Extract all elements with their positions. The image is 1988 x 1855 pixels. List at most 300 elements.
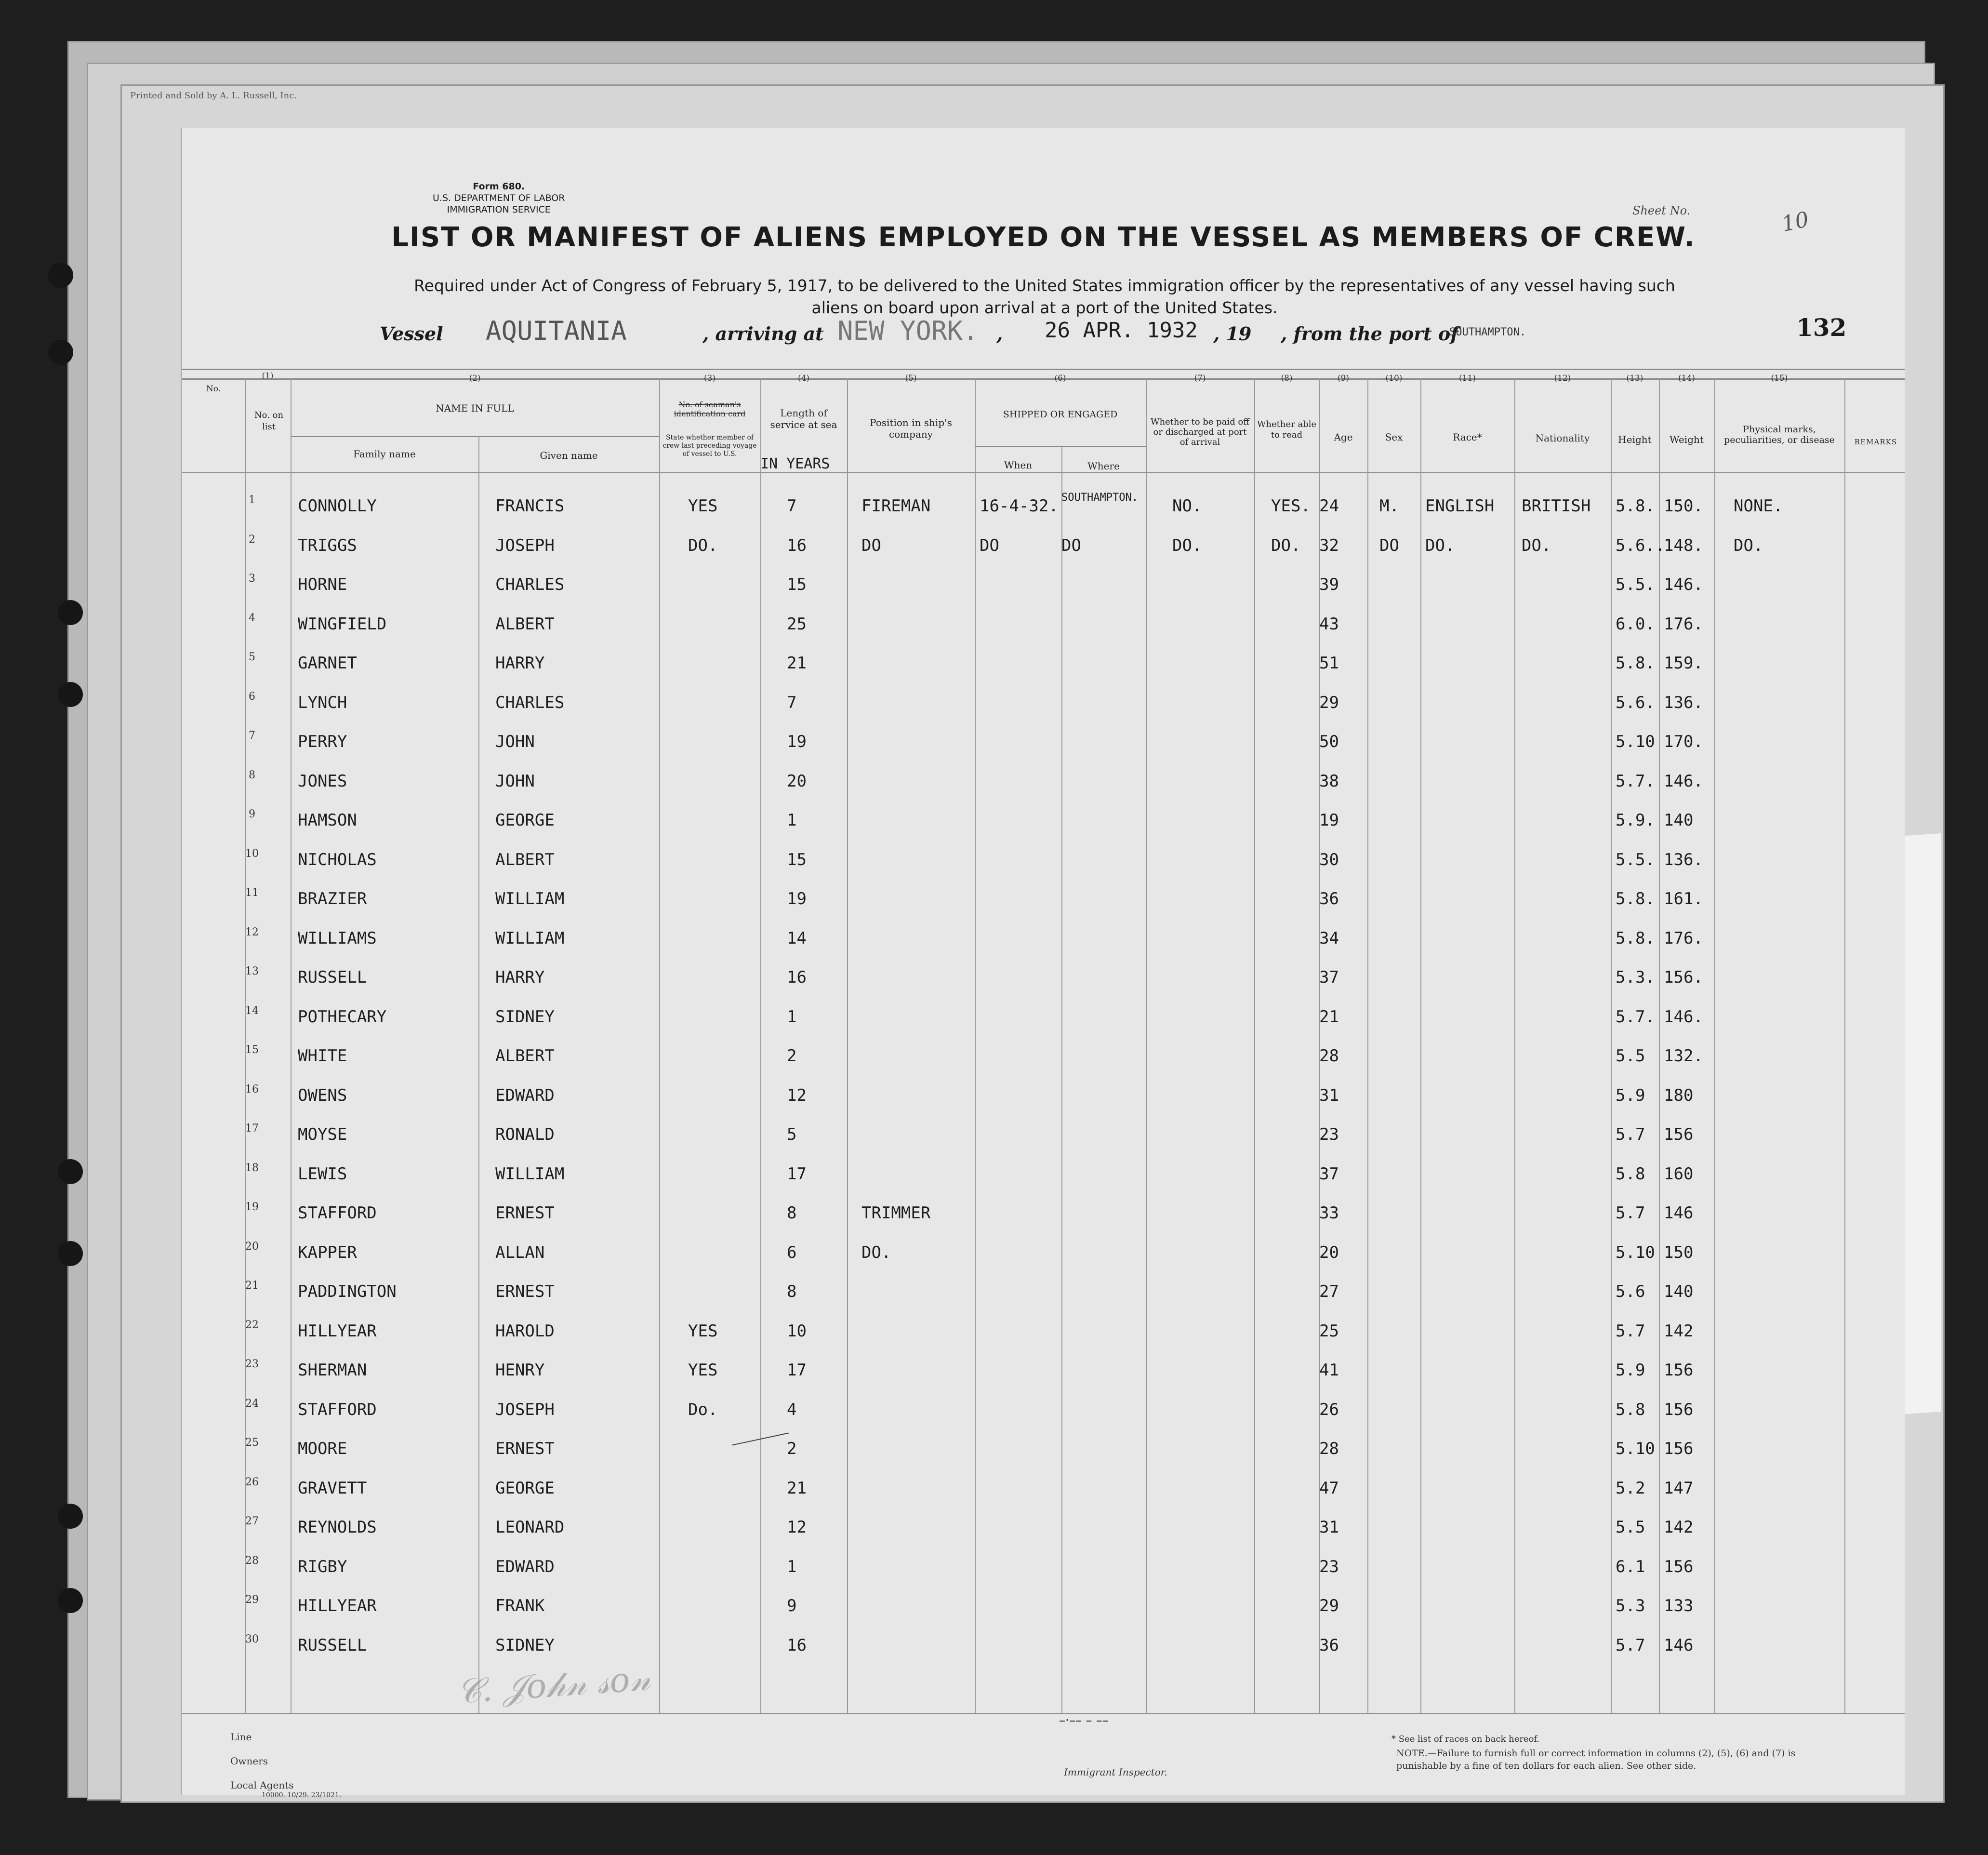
cell-given-name: ERNEST xyxy=(495,1282,555,1301)
col-11-header: Race* xyxy=(1453,431,1482,443)
cell-age: 36 xyxy=(1319,1635,1339,1655)
col-7-header: Whether to be paid off or discharged at port of arrival xyxy=(1150,417,1250,447)
table-row xyxy=(182,926,1905,955)
cell-age: 30 xyxy=(1319,850,1339,869)
col-13-number: (13) xyxy=(1626,374,1643,383)
table-row xyxy=(182,1437,1905,1466)
cell-given-name: JOHN xyxy=(495,771,535,791)
col-8-number: (8) xyxy=(1281,374,1293,383)
when-header: When xyxy=(1004,459,1033,471)
cell-given-name: EDWARD xyxy=(495,1557,555,1576)
cell-given-name: JOHN xyxy=(495,732,535,751)
cell-row-number: 22 xyxy=(245,1319,259,1331)
cell-sex: DO xyxy=(1379,535,1399,555)
cell-age: 29 xyxy=(1319,1596,1339,1615)
table-row xyxy=(182,1241,1905,1269)
cell-height: 5.8. xyxy=(1616,496,1655,516)
cell-weight: 146 xyxy=(1664,1203,1694,1223)
cell-age: 28 xyxy=(1319,1439,1339,1458)
page-number: 132 xyxy=(1796,313,1847,342)
cell-years-at-sea: 10 xyxy=(787,1321,807,1341)
cell-height: 5.10 xyxy=(1616,732,1655,751)
table-row xyxy=(182,494,1905,523)
cell-given-name: FRANK xyxy=(495,1596,545,1615)
cell-family-name: PADDINGTON xyxy=(298,1282,397,1301)
punch-hole xyxy=(58,1588,83,1613)
cell-weight: 156 xyxy=(1664,1439,1694,1458)
col-10-header: Sex xyxy=(1385,431,1403,443)
cell-years-at-sea: 19 xyxy=(787,889,807,908)
cell-age: 41 xyxy=(1319,1361,1339,1380)
given-name-header: Given name xyxy=(540,450,598,461)
cell-family-name: WHITE xyxy=(298,1046,347,1066)
cell-row-number: 2 xyxy=(249,533,255,546)
cell-weight: 146. xyxy=(1664,575,1703,594)
cell-position: FIREMAN xyxy=(861,496,931,516)
table-row xyxy=(182,534,1905,562)
table-row xyxy=(182,1044,1905,1073)
subtitle-line-1: Required under Act of Congress of February 5, 1917, to be delivered to the United States immigration officer by the representatives of any vessel having such xyxy=(414,276,1675,295)
cell-able-to-read: YES. xyxy=(1271,496,1311,516)
table-row xyxy=(182,848,1905,877)
cell-years-at-sea: 7 xyxy=(787,693,797,712)
cell-weight: 156 xyxy=(1664,1361,1694,1380)
cell-row-number: 13 xyxy=(245,965,259,977)
cell-years-at-sea: 15 xyxy=(787,575,807,594)
cell-given-name: ALLAN xyxy=(495,1242,545,1262)
cell-row-number: 12 xyxy=(245,926,259,938)
cell-weight: 150 xyxy=(1664,1242,1694,1262)
table-row xyxy=(182,651,1905,680)
shipped-subrule xyxy=(975,446,1146,447)
where-header: Where xyxy=(1087,460,1120,472)
cell-race: ENGLISH xyxy=(1425,496,1495,516)
cell-height: 5.7 xyxy=(1616,1125,1645,1144)
cell-age: 31 xyxy=(1319,1085,1339,1105)
table-top-rule xyxy=(182,369,1905,370)
cell-age: 23 xyxy=(1319,1557,1339,1576)
cell-years-at-sea: 7 xyxy=(787,496,797,516)
cell-family-name: STAFFORD xyxy=(298,1203,377,1223)
cell-given-name: HARRY xyxy=(495,968,545,987)
cell-years-at-sea: 1 xyxy=(787,1007,797,1027)
cell-family-name: HORNE xyxy=(298,575,347,594)
printer-line: Printed and Sold by A. L. Russell, Inc. xyxy=(130,91,297,101)
cell-row-number: 17 xyxy=(245,1122,259,1134)
cell-weight: 156. xyxy=(1664,968,1703,987)
table-row xyxy=(182,965,1905,994)
cell-row-number: 26 xyxy=(245,1476,259,1488)
cell-family-name: POTHECARY xyxy=(298,1007,387,1027)
cell-weight: 146 xyxy=(1664,1635,1694,1655)
cell-shipped-where: DO xyxy=(1061,535,1081,555)
table-row xyxy=(182,573,1905,601)
cell-years-at-sea: 8 xyxy=(787,1203,797,1223)
hole-punch-strip xyxy=(87,101,178,1788)
cell-family-name: MOYSE xyxy=(298,1125,347,1144)
cell-age: 51 xyxy=(1319,654,1339,673)
table-row xyxy=(182,887,1905,916)
cell-weight: 176. xyxy=(1664,928,1703,948)
table-row xyxy=(182,1398,1905,1427)
cell-height: 5.8. xyxy=(1616,928,1655,948)
name-subrule xyxy=(291,436,659,437)
col-10-number: (10) xyxy=(1385,374,1403,383)
cell-age: 50 xyxy=(1319,732,1339,751)
cell-weight: 176. xyxy=(1664,614,1703,634)
cell-years-at-sea: 12 xyxy=(787,1085,807,1105)
cell-height: 5.3 xyxy=(1616,1596,1645,1615)
cell-family-name: RUSSELL xyxy=(298,968,367,987)
cell-shipped-when: 16-4-32. xyxy=(980,496,1059,516)
vessel-name: AQUITANIA xyxy=(486,316,627,346)
cell-position: DO. xyxy=(861,1242,891,1262)
cell-nationality: BRITISH xyxy=(1522,496,1591,516)
subtitle-line-2: aliens on board upon arrival at a port of the United States. xyxy=(811,298,1278,317)
cell-height: 5.8 xyxy=(1616,1164,1645,1184)
cell-age: 26 xyxy=(1319,1400,1339,1419)
cell-row-number: 19 xyxy=(245,1201,259,1213)
table-row xyxy=(182,1476,1905,1505)
owners-label: Owners xyxy=(230,1755,268,1767)
cell-age: 38 xyxy=(1319,771,1339,791)
cell-given-name: GEORGE xyxy=(495,1478,555,1498)
cell-height: 5.9. xyxy=(1616,811,1655,830)
cell-row-number: 18 xyxy=(245,1161,259,1174)
cell-able-to-read: DO. xyxy=(1271,535,1301,555)
cell-height: 5.5. xyxy=(1616,575,1655,594)
cell-years-at-sea: 21 xyxy=(787,654,807,673)
cell-given-name: HENRY xyxy=(495,1361,545,1380)
cell-position: DO xyxy=(861,535,881,555)
race-note: * See list of races on back hereof. xyxy=(1392,1734,1540,1744)
cell-weight: 156 xyxy=(1664,1400,1694,1419)
cell-height: 5.7 xyxy=(1616,1635,1645,1655)
cell-weight: 146. xyxy=(1664,1007,1703,1027)
cell-weight: 142 xyxy=(1664,1321,1694,1341)
cell-row-number: 30 xyxy=(245,1633,259,1645)
cell-row-number: 6 xyxy=(249,690,255,703)
table-row xyxy=(182,1162,1905,1191)
cell-given-name: WILLIAM xyxy=(495,928,565,948)
inspector-dashes: –·–– – –– xyxy=(1059,1713,1109,1728)
cell-family-name: GRAVETT xyxy=(298,1478,367,1498)
col-9-header: Age xyxy=(1334,431,1353,443)
cell-weight: 156 xyxy=(1664,1557,1694,1576)
cell-years-at-sea: 8 xyxy=(787,1282,797,1301)
cell-weight: 133 xyxy=(1664,1596,1694,1615)
cell-age: 21 xyxy=(1319,1007,1339,1027)
col-14-number: (14) xyxy=(1678,374,1695,383)
cell-family-name: SHERMAN xyxy=(298,1361,367,1380)
cell-given-name: ALBERT xyxy=(495,1046,555,1066)
table-row xyxy=(182,691,1905,720)
cell-height: 5.5. xyxy=(1616,850,1655,869)
col-3-number: (3) xyxy=(703,374,716,383)
sheet-no-value: 10 xyxy=(1779,207,1811,237)
cell-height: 5.10 xyxy=(1616,1439,1655,1458)
cell-family-name: RUSSELL xyxy=(298,1635,367,1655)
col-15-number: (15) xyxy=(1771,374,1788,383)
table-row xyxy=(182,1122,1905,1151)
remarks-header: REMARKS xyxy=(1854,438,1897,446)
cell-row-number: 9 xyxy=(249,808,255,820)
cell-age: 20 xyxy=(1319,1242,1339,1262)
cell-paid-off: DO. xyxy=(1172,535,1202,555)
cell-weight: 150. xyxy=(1664,496,1703,516)
cell-given-name: GEORGE xyxy=(495,811,555,830)
col-5-header: Position in ship's company xyxy=(870,417,952,440)
cell-given-name: JOSEPH xyxy=(495,1400,555,1419)
cell-height: 5.10 xyxy=(1616,1242,1655,1262)
col-14-header: Weight xyxy=(1670,434,1704,445)
cell-family-name: MOORE xyxy=(298,1439,347,1458)
cell-row-number: 29 xyxy=(245,1594,259,1606)
cell-age: 27 xyxy=(1319,1282,1339,1301)
punch-hole xyxy=(58,600,83,625)
cell-weight: 136. xyxy=(1664,850,1703,869)
table-row xyxy=(182,1005,1905,1034)
year-label: , 19 xyxy=(1213,323,1252,345)
cell-given-name: SIDNEY xyxy=(495,1007,555,1027)
table-row xyxy=(182,1555,1905,1584)
subtitle xyxy=(365,275,1724,319)
cell-weight: 170. xyxy=(1664,732,1703,751)
cell-age: 23 xyxy=(1319,1125,1339,1144)
cell-age: 19 xyxy=(1319,811,1339,830)
cell-given-name: WILLIAM xyxy=(495,1164,565,1184)
col-4-number: (4) xyxy=(797,374,810,383)
cell-height: 6.0. xyxy=(1616,614,1655,634)
cell-family-name: WILLIAMS xyxy=(298,928,377,948)
cell-race: DO. xyxy=(1425,535,1455,555)
table-row xyxy=(182,1633,1905,1662)
cell-years-at-sea: 5 xyxy=(787,1125,797,1144)
service: IMMIGRATION SERVICE xyxy=(447,204,551,215)
cell-family-name: LEWIS xyxy=(298,1164,347,1184)
cell-height: 5.8 xyxy=(1616,1400,1645,1419)
table-row xyxy=(182,612,1905,641)
cell-family-name: JONES xyxy=(298,771,347,791)
cell-age: 43 xyxy=(1319,614,1339,634)
page-title: LIST OR MANIFEST OF ALIENS EMPLOYED ON THE VESSEL AS MEMBERS OF CREW. xyxy=(391,222,1696,253)
cell-previous-voyage: YES xyxy=(688,1321,718,1341)
cell-row-number: 21 xyxy=(245,1280,259,1292)
cell-family-name: STAFFORD xyxy=(298,1400,377,1419)
cell-years-at-sea: 21 xyxy=(787,1478,807,1498)
cell-family-name: CONNOLLY xyxy=(298,496,377,516)
col-1-header: No. on list xyxy=(254,410,284,432)
arriving-label: , arriving at xyxy=(702,323,824,345)
punch-hole xyxy=(58,1241,83,1266)
cell-weight: 161. xyxy=(1664,889,1703,908)
cell-years-at-sea: 2 xyxy=(787,1439,797,1458)
cell-family-name: TRIGGS xyxy=(298,535,357,555)
cell-years-at-sea: 9 xyxy=(787,1596,797,1615)
cell-given-name: CHARLES xyxy=(495,575,565,594)
cell-age: 36 xyxy=(1319,889,1339,908)
cell-family-name: WINGFIELD xyxy=(298,614,387,634)
cell-age: 37 xyxy=(1319,968,1339,987)
manifest-sheet xyxy=(181,128,1905,1799)
cell-row-number: 10 xyxy=(245,847,259,860)
form-number: Form 680. xyxy=(473,181,525,192)
cell-family-name: HILLYEAR xyxy=(298,1596,377,1615)
col-2-number: (2) xyxy=(469,374,481,383)
cell-row-number: 14 xyxy=(245,1004,259,1017)
cell-family-name: KAPPER xyxy=(298,1242,357,1262)
cell-weight: 136. xyxy=(1664,693,1703,712)
punch-hole xyxy=(48,340,73,365)
cell-height: 5.8. xyxy=(1616,889,1655,908)
cell-given-name: ALBERT xyxy=(495,850,555,869)
cell-family-name: BRAZIER xyxy=(298,889,367,908)
cell-given-name: HARRY xyxy=(495,654,545,673)
cell-row-number: 15 xyxy=(245,1044,259,1056)
cell-row-number: 24 xyxy=(245,1397,259,1410)
cell-weight: 140 xyxy=(1664,811,1694,830)
col-6-header: SHIPPED OR ENGAGED xyxy=(1003,409,1118,420)
cell-age: 33 xyxy=(1319,1203,1339,1223)
cell-given-name: ERNEST xyxy=(495,1439,555,1458)
table-row xyxy=(182,1358,1905,1387)
cell-weight: 147 xyxy=(1664,1478,1694,1498)
col-15-header: Physical marks, peculiarities, or disease xyxy=(1724,424,1835,445)
col-6-number: (6) xyxy=(1054,374,1066,383)
cell-weight: 159. xyxy=(1664,654,1703,673)
table-row xyxy=(182,1201,1905,1230)
cell-years-at-sea: 19 xyxy=(787,732,807,751)
cell-height: 5.7 xyxy=(1616,1203,1645,1223)
cell-row-number: 1 xyxy=(249,494,255,506)
cell-given-name: SIDNEY xyxy=(495,1635,555,1655)
cell-row-number: 4 xyxy=(249,612,255,624)
cell-given-name: CHARLES xyxy=(495,693,565,712)
cell-height: 5.2 xyxy=(1616,1478,1645,1498)
table-row xyxy=(182,1594,1905,1623)
table-row xyxy=(182,730,1905,759)
cell-age: 37 xyxy=(1319,1164,1339,1184)
cell-years-at-sea: 17 xyxy=(787,1164,807,1184)
cell-given-name: ERNEST xyxy=(495,1203,555,1223)
cell-given-name: LEONARD xyxy=(495,1518,565,1537)
table-header-rule xyxy=(182,472,1905,473)
cell-height: 5.6 xyxy=(1616,1282,1645,1301)
punch-hole xyxy=(58,682,83,707)
table-row xyxy=(182,1083,1905,1112)
cell-years-at-sea: 20 xyxy=(787,771,807,791)
cell-row-number: 16 xyxy=(245,1083,259,1095)
table-row xyxy=(182,1319,1905,1348)
col-12-header: Nationality xyxy=(1535,432,1590,444)
cell-previous-voyage: YES xyxy=(688,1361,718,1380)
col-5-number: (5) xyxy=(905,374,917,383)
col-11-number: (11) xyxy=(1459,374,1476,383)
cell-years-at-sea: 4 xyxy=(787,1400,797,1419)
cell-years-at-sea: 16 xyxy=(787,1635,807,1655)
handwritten-signature: 𝒞. 𝒥𝑜𝒽𝓃 𝓈𝑜𝓃 xyxy=(455,1658,652,1711)
cell-previous-voyage: DO. xyxy=(688,535,718,555)
inspector-label: Immigrant Inspector. xyxy=(1064,1766,1167,1778)
cell-years-at-sea: 2 xyxy=(787,1046,797,1066)
cell-years-at-sea: 14 xyxy=(787,928,807,948)
cell-family-name: PERRY xyxy=(298,732,347,751)
cell-family-name: OWENS xyxy=(298,1085,347,1105)
cell-age: 25 xyxy=(1319,1321,1339,1341)
cell-height: 5.6. xyxy=(1616,693,1655,712)
cell-family-name: HAMSON xyxy=(298,811,357,830)
cell-physical-marks: NONE. xyxy=(1734,496,1783,516)
cell-height: 5.7. xyxy=(1616,1007,1655,1027)
cell-age: 28 xyxy=(1319,1046,1339,1066)
penalty-note: NOTE.—Failure to furnish full or correct information in columns (2), (5), (6) and (7) is punishable by a fine of ten dollars for each alien. See other side. xyxy=(1396,1748,1796,1771)
cell-family-name: LYNCH xyxy=(298,693,347,712)
cell-age: 29 xyxy=(1319,693,1339,712)
col-13-header: Height xyxy=(1618,434,1652,445)
table-row xyxy=(182,808,1905,837)
cell-row-number: 7 xyxy=(249,730,255,742)
cell-age: 31 xyxy=(1319,1518,1339,1537)
cell-position: TRIMMER xyxy=(861,1203,931,1223)
cell-years-at-sea: 16 xyxy=(787,535,807,555)
cell-family-name: HILLYEAR xyxy=(298,1321,377,1341)
cell-height: 5.7 xyxy=(1616,1321,1645,1341)
cell-age: 39 xyxy=(1319,575,1339,594)
from-port: SOUTHAMPTON. xyxy=(1449,326,1526,338)
cell-given-name: ALBERT xyxy=(495,614,555,634)
col-no-header: No. xyxy=(206,384,221,394)
cell-height: 5.6.. xyxy=(1616,535,1665,555)
cell-years-at-sea: 25 xyxy=(787,614,807,634)
arrival-date: 26 APR. 1932 xyxy=(1045,318,1198,343)
line-label: Line xyxy=(230,1731,252,1743)
cell-previous-voyage: YES xyxy=(688,496,718,516)
cell-family-name: REYNOLDS xyxy=(298,1518,377,1537)
cell-age: 34 xyxy=(1319,928,1339,948)
cell-weight: 156 xyxy=(1664,1125,1694,1144)
print-code: 10000. 10/29. 23/1021. xyxy=(262,1791,342,1799)
department: U.S. DEPARTMENT OF LABOR xyxy=(433,193,565,203)
sheet-no-label: Sheet No. xyxy=(1632,204,1691,217)
comma: , xyxy=(996,323,1003,345)
cell-years-at-sea: 1 xyxy=(787,1557,797,1576)
cell-paid-off: NO. xyxy=(1172,496,1202,516)
cell-age: 32 xyxy=(1319,535,1339,555)
cell-weight: 148. xyxy=(1664,535,1703,555)
cell-family-name: GARNET xyxy=(298,654,357,673)
cell-height: 5.9 xyxy=(1616,1361,1645,1380)
cell-row-number: 3 xyxy=(249,573,255,585)
cell-sex: M. xyxy=(1379,496,1399,516)
col-7-number: (7) xyxy=(1194,374,1206,383)
cell-shipped-where: SOUTHAMPTON. xyxy=(1061,492,1138,504)
cell-given-name: EDWARD xyxy=(495,1085,555,1105)
cell-nationality: DO. xyxy=(1522,535,1551,555)
cell-weight: 146. xyxy=(1664,771,1703,791)
punch-hole xyxy=(58,1159,83,1184)
cell-previous-voyage: Do. xyxy=(688,1400,718,1419)
cell-height: 5.9 xyxy=(1616,1085,1645,1105)
table-row xyxy=(182,769,1905,798)
cell-age: 24 xyxy=(1319,496,1339,516)
cell-given-name: RONALD xyxy=(495,1125,555,1144)
col-1-number: (1) xyxy=(262,371,274,381)
cell-row-number: 27 xyxy=(245,1515,259,1527)
agents-label: Local Agents xyxy=(230,1779,294,1791)
cell-row-number: 28 xyxy=(245,1554,259,1567)
cell-given-name: FRANCIS xyxy=(495,496,565,516)
cell-family-name: RIGBY xyxy=(298,1557,347,1576)
